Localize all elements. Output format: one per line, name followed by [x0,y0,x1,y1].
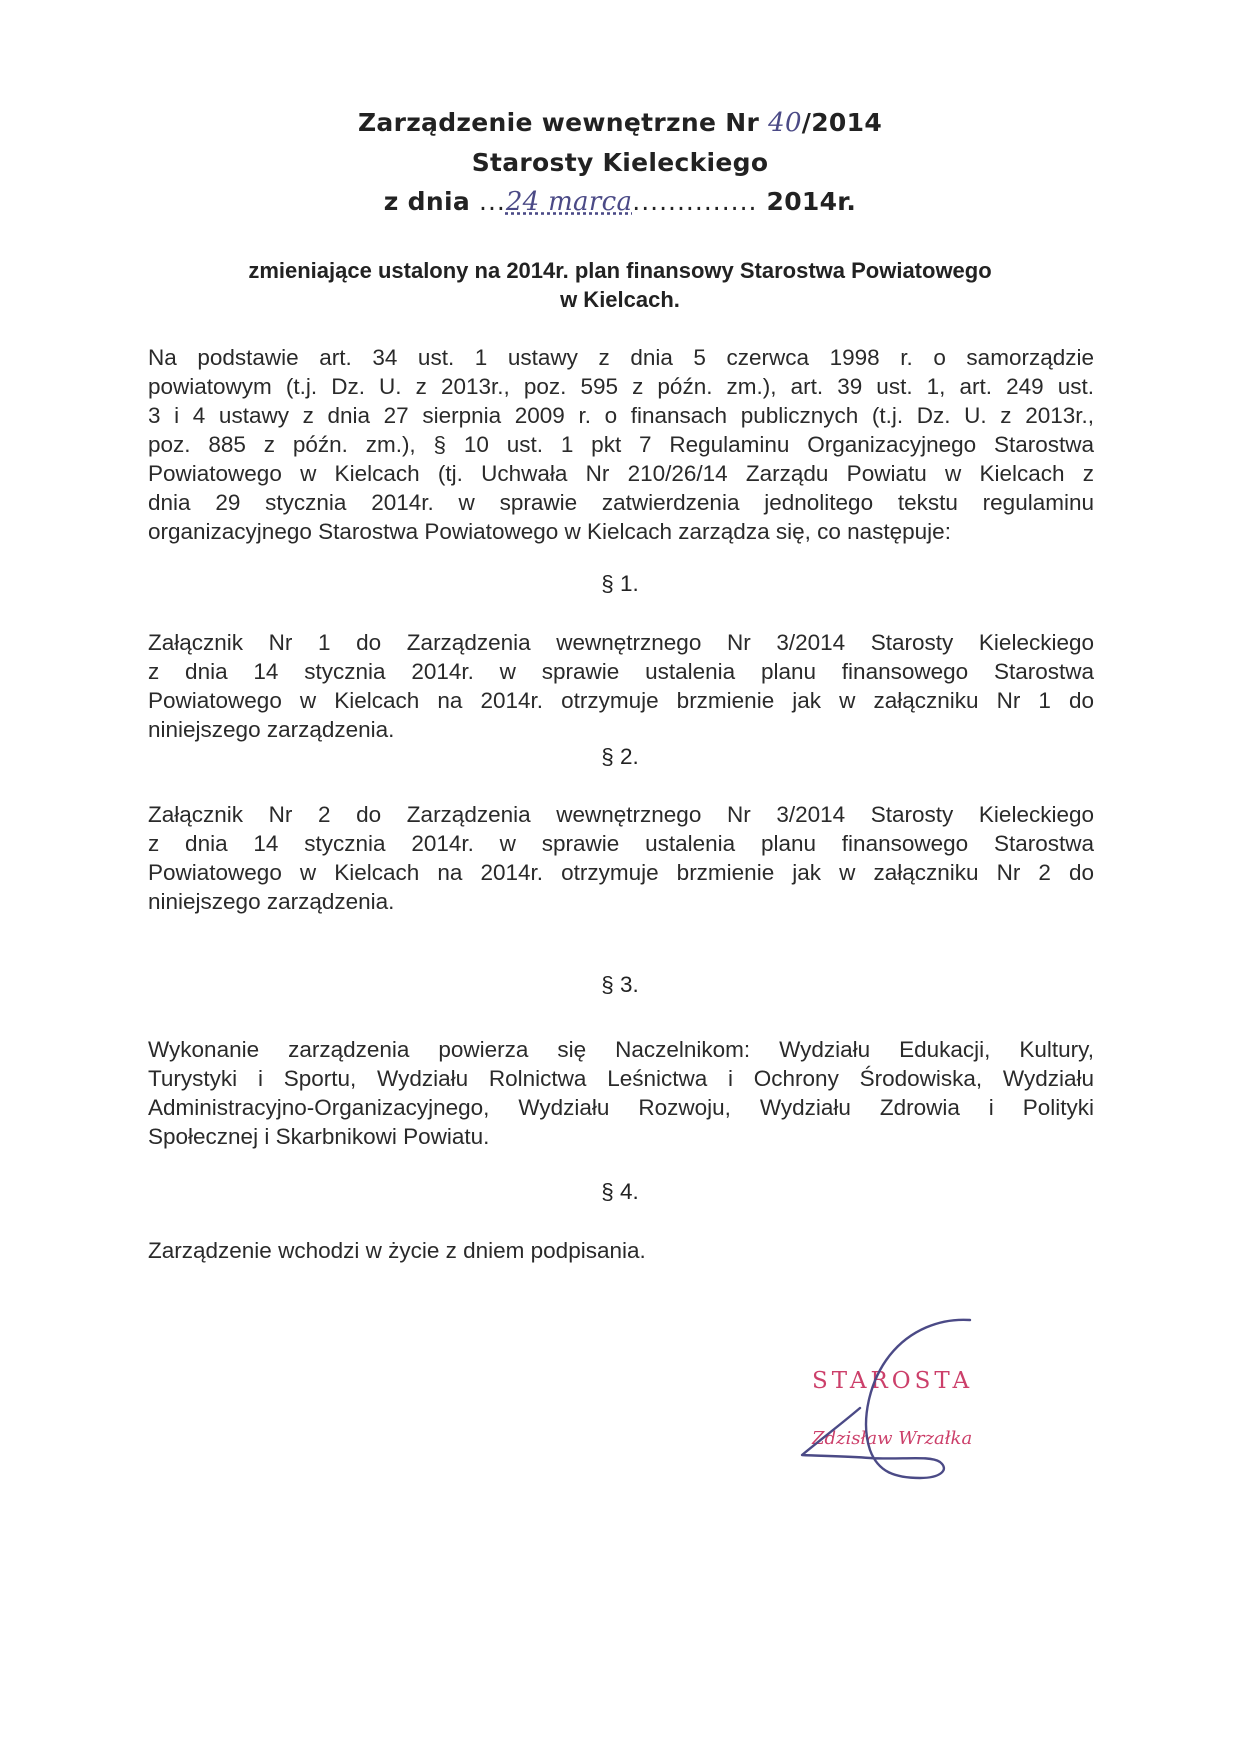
preamble-line: Na podstawie art. 34 ust. 1 ustawy z dnia 5 czerwca 1998 r. o samorządzie [148,345,1094,370]
section-line: Wykonanie zarządzenia powierza się Naczelnikom: Wydziału Edukacji, Kultury, [148,1037,1094,1062]
document-subtitle [150,256,1090,314]
subtitle-line: w Kielcach. [560,287,680,312]
section-line: z dnia 14 stycznia 2014r. w sprawie ustalenia planu finansowego Starostwa [148,831,1094,856]
section-line: niniejszego zarządzenia. [148,889,395,914]
section-1-paragraph [148,628,1094,744]
document-date-line [0,187,1240,217]
stamp-name: Zdzisław Wrzałka [812,1428,973,1449]
date-suffix: 2014r. [766,187,857,216]
section-2-heading: § 2. [601,744,639,769]
section-line: Załącznik Nr 2 do Zarządzenia wewnętrznego Nr 3/2014 Starosty Kieleckiego [148,802,1094,827]
preamble-line: poz. 885 z późn. zm.), § 10 ust. 1 pkt 7 Regulaminu Organizacyjnego Starostwa [148,432,1094,457]
subtitle-line: zmieniające ustalony na 2014r. plan finansowy Starostwa Powiatowego [248,258,992,283]
section-4-heading: § 4. [601,1179,639,1204]
section-1-heading: § 1. [601,571,639,596]
handwritten-signature [790,1310,990,1510]
preamble-line: 3 i 4 ustawy z dnia 27 sierpnia 2009 r. o finansach publicznych (t.j. Dz. U. z 2013r., [148,403,1094,428]
preamble-line: powiatowym (t.j. Dz. U. z 2013r., poz. 595 z późn. zm.), art. 39 ust. 1, art. 249 ust. [148,374,1094,399]
preamble-line: Powiatowego w Kielcach (tj. Uchwała Nr 210/26/14 Zarządu Powiatu w Kielcach z [148,461,1094,486]
section-3-heading: § 3. [601,972,639,997]
preamble-line: organizacyjnego Starostwa Powiatowego w Kielcach zarządza się, co następuje: [148,519,951,544]
section-line: niniejszego zarządzenia. [148,717,395,742]
section-4-paragraph [148,1236,1094,1265]
section-line: Powiatowego w Kielcach na 2014r. otrzymuje brzmienie jak w załączniku Nr 2 do [148,860,1094,885]
document-title-line-2: Starosty Kieleckiego [471,148,769,177]
handwritten-number: 40 [768,108,802,138]
preamble-paragraph [148,343,1094,546]
title-year-suffix: /2014 [801,108,883,137]
section-3-paragraph [148,1035,1094,1151]
section-2-paragraph [148,800,1094,916]
date-fill-dots-trailing: .............. [632,187,758,216]
handwritten-date: 24 marca [505,187,633,217]
date-fill-dots: ... [479,187,506,216]
section-line: Zarządzenie wchodzi w życie z dniem podpisania. [148,1238,646,1263]
title-prefix: Zarządzenie wewnętrzne Nr [357,108,760,137]
section-line: Powiatowego w Kielcach na 2014r. otrzymuje brzmienie jak w załączniku Nr 1 do [148,688,1094,713]
preamble-line: dnia 29 stycznia 2014r. w sprawie zatwierdzenia jednolitego tekstu regulaminu [148,490,1094,515]
section-line: Społecznej i Skarbnikowi Powiatu. [148,1124,490,1149]
stamp-title: STAROSTA [812,1368,974,1394]
section-line: Załącznik Nr 1 do Zarządzenia wewnętrznego Nr 3/2014 Starosty Kieleckiego [148,630,1094,655]
section-line: Administracyjno-Organizacyjnego, Wydziału Rozwoju, Wydziału Zdrowia i Polityki [148,1095,1094,1120]
section-line: z dnia 14 stycznia 2014r. w sprawie ustalenia planu finansowego Starostwa [148,659,1094,684]
date-prefix: z dnia [383,187,470,216]
document-title-line-1 [0,108,1240,138]
section-line: Turystyki i Sportu, Wydziału Rolnictwa Leśnictwa i Ochrony Środowiska, Wydziału [148,1066,1094,1091]
